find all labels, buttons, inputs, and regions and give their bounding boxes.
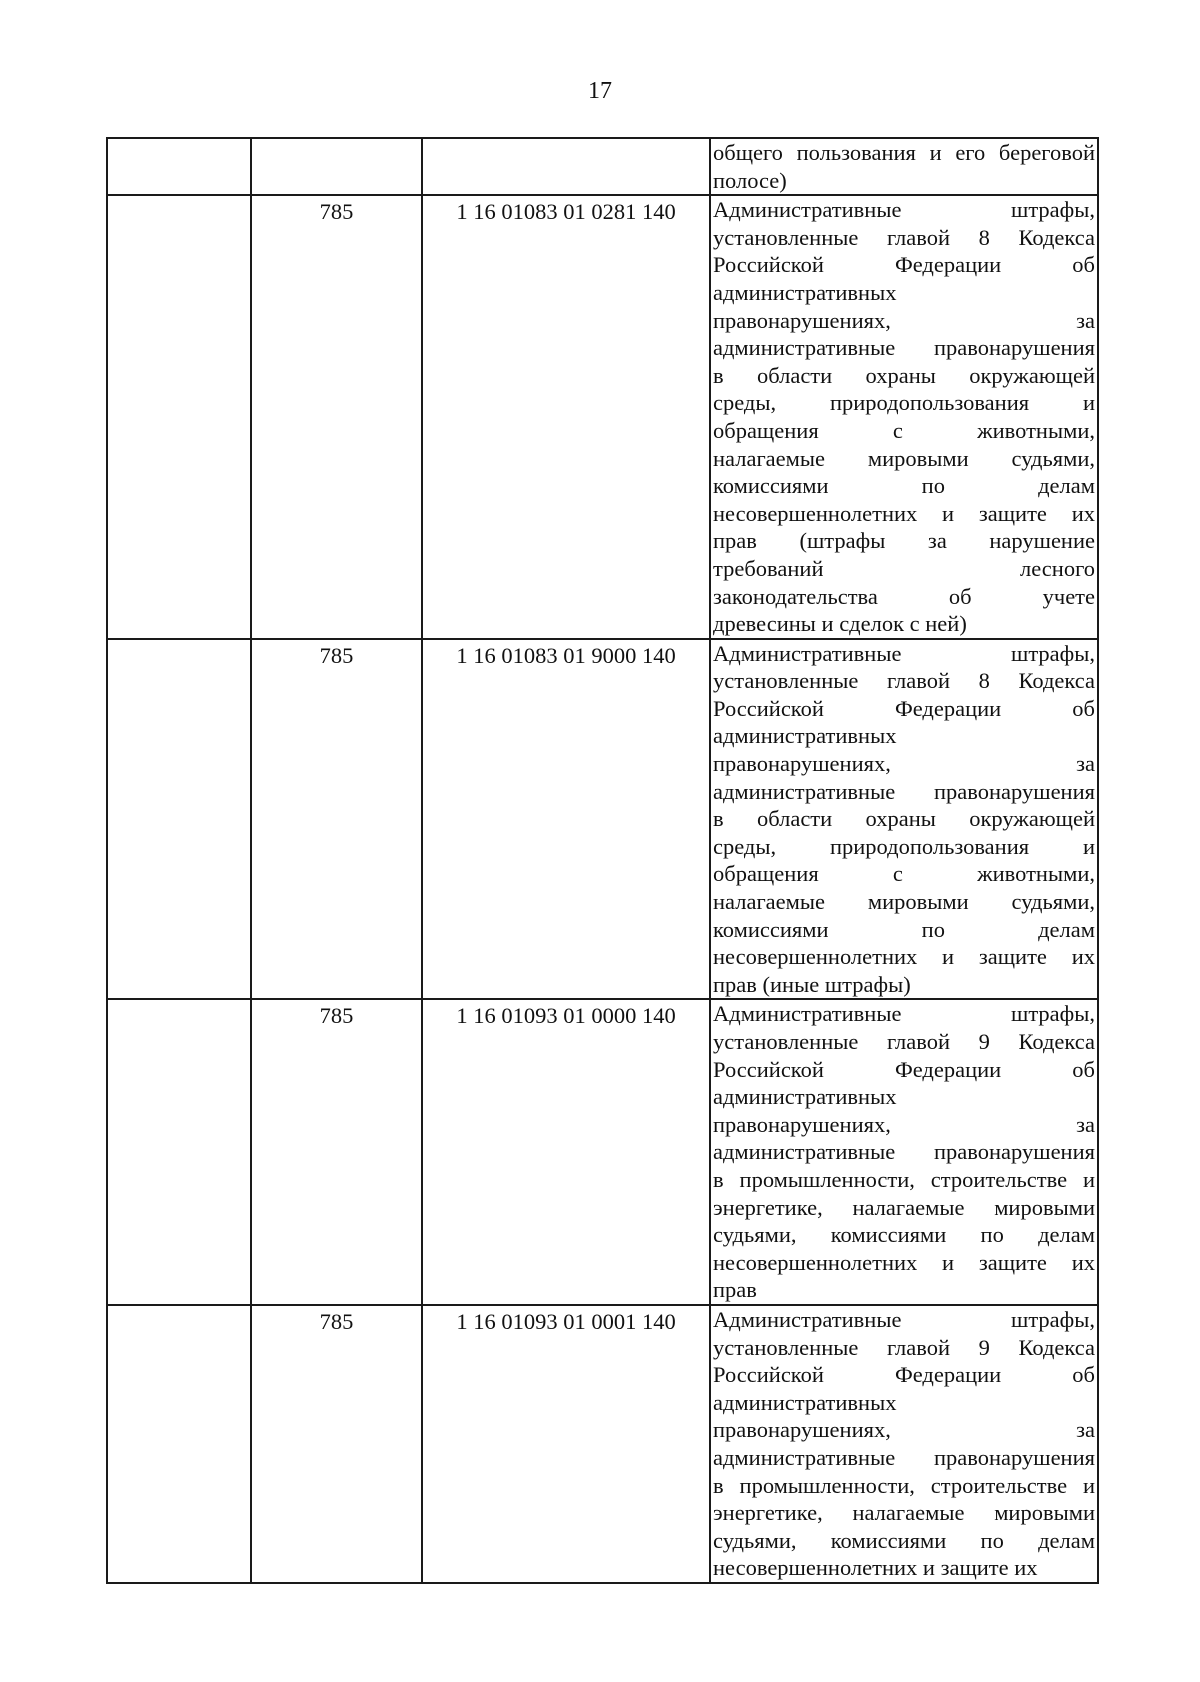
description-line: древесины и сделок с ней)	[713, 611, 967, 637]
description-line: энергетике, налагаемые мировыми	[713, 1194, 1095, 1220]
budget-classification-table	[106, 137, 1099, 1584]
table-body	[107, 138, 1098, 1583]
description-line: несовершеннолетних и защите их	[713, 944, 1095, 970]
description-line: установленные главой 8 Кодекса	[713, 668, 1095, 694]
description-line: установленные главой 8 Кодекса	[713, 224, 1095, 250]
description-line: в промышленности, строительстве и	[713, 1472, 1095, 1498]
admin-code-cell: 785	[251, 195, 422, 639]
description-line: Административные штрафы,	[713, 197, 1095, 223]
description-line: правонарушениях, за	[713, 1111, 1095, 1137]
description-line: правонарушениях, за	[713, 1417, 1095, 1443]
description-line: установленные главой 9 Кодекса	[713, 1334, 1095, 1360]
admin-code-cell: 785	[251, 999, 422, 1305]
description-cell	[710, 999, 1098, 1305]
description-line: административных	[713, 279, 897, 305]
description-line: полосе)	[713, 167, 787, 193]
description-line: среды, природопользования и	[713, 833, 1095, 859]
description-line: в области охраны окружающей	[713, 806, 1095, 832]
empty-cell	[107, 195, 251, 639]
description-cell	[710, 138, 1098, 195]
description-line: Административные штрафы,	[713, 640, 1095, 666]
kbk-code-cell: 1 16 01093 01 0001 140	[422, 1305, 710, 1583]
description-line: комиссиями по делам	[713, 473, 1095, 499]
description-line: административные правонарушения	[713, 1139, 1095, 1165]
description-line: прав (штрафы за нарушение	[713, 528, 1095, 554]
description-line: Административные штрафы,	[713, 1306, 1095, 1332]
description-line: обращения с животными,	[713, 417, 1095, 443]
description-line: комиссиями по делам	[713, 916, 1095, 942]
description-line: налагаемые мировыми судьями,	[713, 889, 1095, 915]
description-line: административных	[713, 1084, 897, 1110]
description-line: общего пользования и его береговой	[713, 140, 1095, 165]
description-line: энергетике, налагаемые мировыми	[713, 1500, 1095, 1526]
description-line: установленные главой 9 Кодекса	[713, 1029, 1095, 1054]
description-line: Административные штрафы,	[713, 1001, 1095, 1027]
kbk-code-cell: 1 16 01083 01 0281 140	[422, 195, 710, 639]
description-line: прав	[713, 1277, 757, 1303]
description-line: Российской Федерации об	[713, 1362, 1095, 1388]
table-row	[107, 639, 1098, 1000]
description-line: административные правонарушения	[713, 335, 1095, 361]
empty-cell	[107, 138, 251, 195]
table-row	[107, 138, 1098, 195]
description-line: административные правонарушения	[713, 778, 1095, 804]
description-line: обращения с животными,	[713, 861, 1095, 887]
description-line: правонарушениях, за	[713, 751, 1095, 777]
description-line: судьями, комиссиями по делам	[713, 1527, 1095, 1553]
admin-code-cell: 785	[251, 1305, 422, 1583]
description-line: судьями, комиссиями по делам	[713, 1222, 1095, 1248]
kbk-code-cell: 1 16 01083 01 9000 140	[422, 639, 710, 1000]
empty-cell	[107, 639, 251, 1000]
table-row	[107, 1305, 1098, 1583]
description-line: в промышленности, строительстве и	[713, 1166, 1095, 1192]
admin-code-cell: 785	[251, 639, 422, 1000]
description-line: прав (иные штрафы)	[713, 971, 911, 997]
kbk-code-cell: 1 16 01093 01 0000 140	[422, 999, 710, 1305]
description-line: административных	[713, 723, 897, 749]
table-row	[107, 195, 1098, 639]
description-line: среды, природопользования и	[713, 390, 1095, 416]
description-line: Российской Федерации об	[713, 695, 1095, 721]
description-line: несовершеннолетних и защите их	[713, 500, 1095, 526]
description-line: Российской Федерации об	[713, 252, 1095, 278]
description-line: законодательства об учете	[713, 583, 1095, 609]
description-cell	[710, 1305, 1098, 1583]
admin-code-cell	[251, 138, 422, 195]
description-line: административных	[713, 1389, 897, 1415]
description-line: налагаемые мировыми судьями,	[713, 445, 1095, 471]
table-row	[107, 999, 1098, 1305]
description-line: в области охраны окружающей	[713, 362, 1095, 388]
page-number: 17	[588, 78, 612, 104]
description-line: Российской Федерации об	[713, 1056, 1095, 1082]
description-line: несовершеннолетних и защите их	[713, 1249, 1095, 1275]
description-line: несовершеннолетних и защите их	[713, 1555, 1038, 1581]
kbk-code-cell	[422, 138, 710, 195]
description-line: административные правонарушения	[713, 1444, 1095, 1470]
description-cell	[710, 195, 1098, 639]
description-cell	[710, 639, 1098, 1000]
empty-cell	[107, 999, 251, 1305]
description-line: требований лесного	[713, 555, 1095, 581]
description-line: правонарушениях, за	[713, 307, 1095, 333]
empty-cell	[107, 1305, 251, 1583]
